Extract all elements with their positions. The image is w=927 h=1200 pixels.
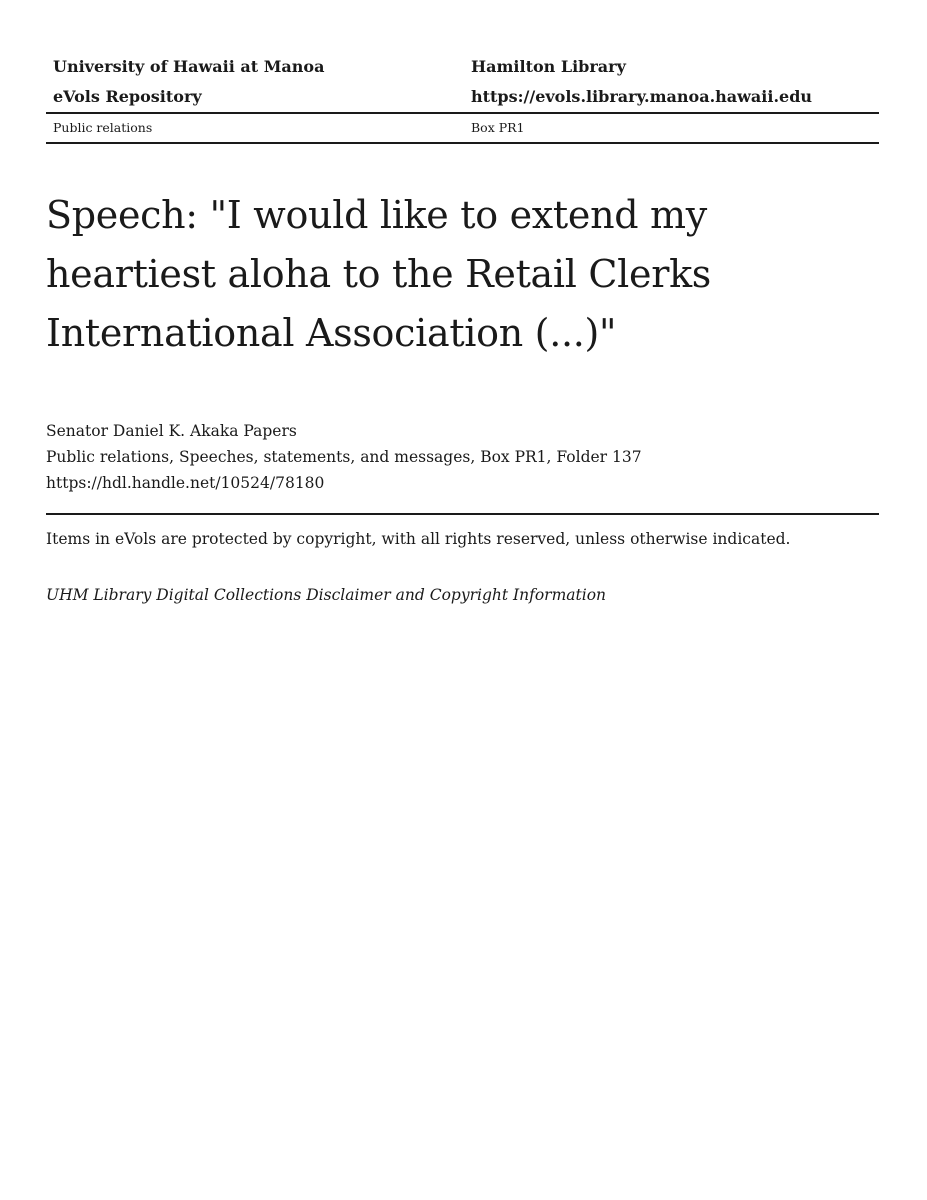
folder-location: Public relations, Speeches, statements, and messages, Box PR1, Folder 137 xyxy=(46,448,642,466)
document-metadata xyxy=(46,418,879,496)
cover-header xyxy=(46,52,879,144)
handle-link[interactable]: https://hdl.handle.net/10524/78180 xyxy=(46,474,325,492)
header-row-3 xyxy=(46,114,879,142)
collection-name: Senator Daniel K. Akaka Papers xyxy=(46,422,297,440)
disclaimer-link[interactable]: UHM Library Digital Collections Disclaimer and Copyright Information xyxy=(46,586,607,604)
box-label: Box PR1 xyxy=(471,120,525,135)
rights-statement: Items in eVols are protected by copyright, with all rights reserved, unless otherwise indicated. xyxy=(46,530,791,548)
library-name: Hamilton Library xyxy=(471,57,626,76)
repository-url-link[interactable]: https://evols.library.manoa.hawaii.edu xyxy=(471,87,813,106)
header-row-1 xyxy=(46,52,879,82)
repository-name: eVols Repository xyxy=(53,87,202,106)
series-label: Public relations xyxy=(53,120,153,135)
title-line: Speech: "I would like to extend my xyxy=(46,193,707,237)
institution-name: University of Hawaii at Manoa xyxy=(53,57,325,76)
header-bottom-rule xyxy=(46,142,879,144)
title-line: heartiest aloha to the Retail Clerks xyxy=(46,252,711,296)
title-line: International Association (...)" xyxy=(46,311,617,355)
metadata-divider xyxy=(46,513,879,515)
document-title xyxy=(46,186,879,363)
header-row-2 xyxy=(46,82,879,112)
